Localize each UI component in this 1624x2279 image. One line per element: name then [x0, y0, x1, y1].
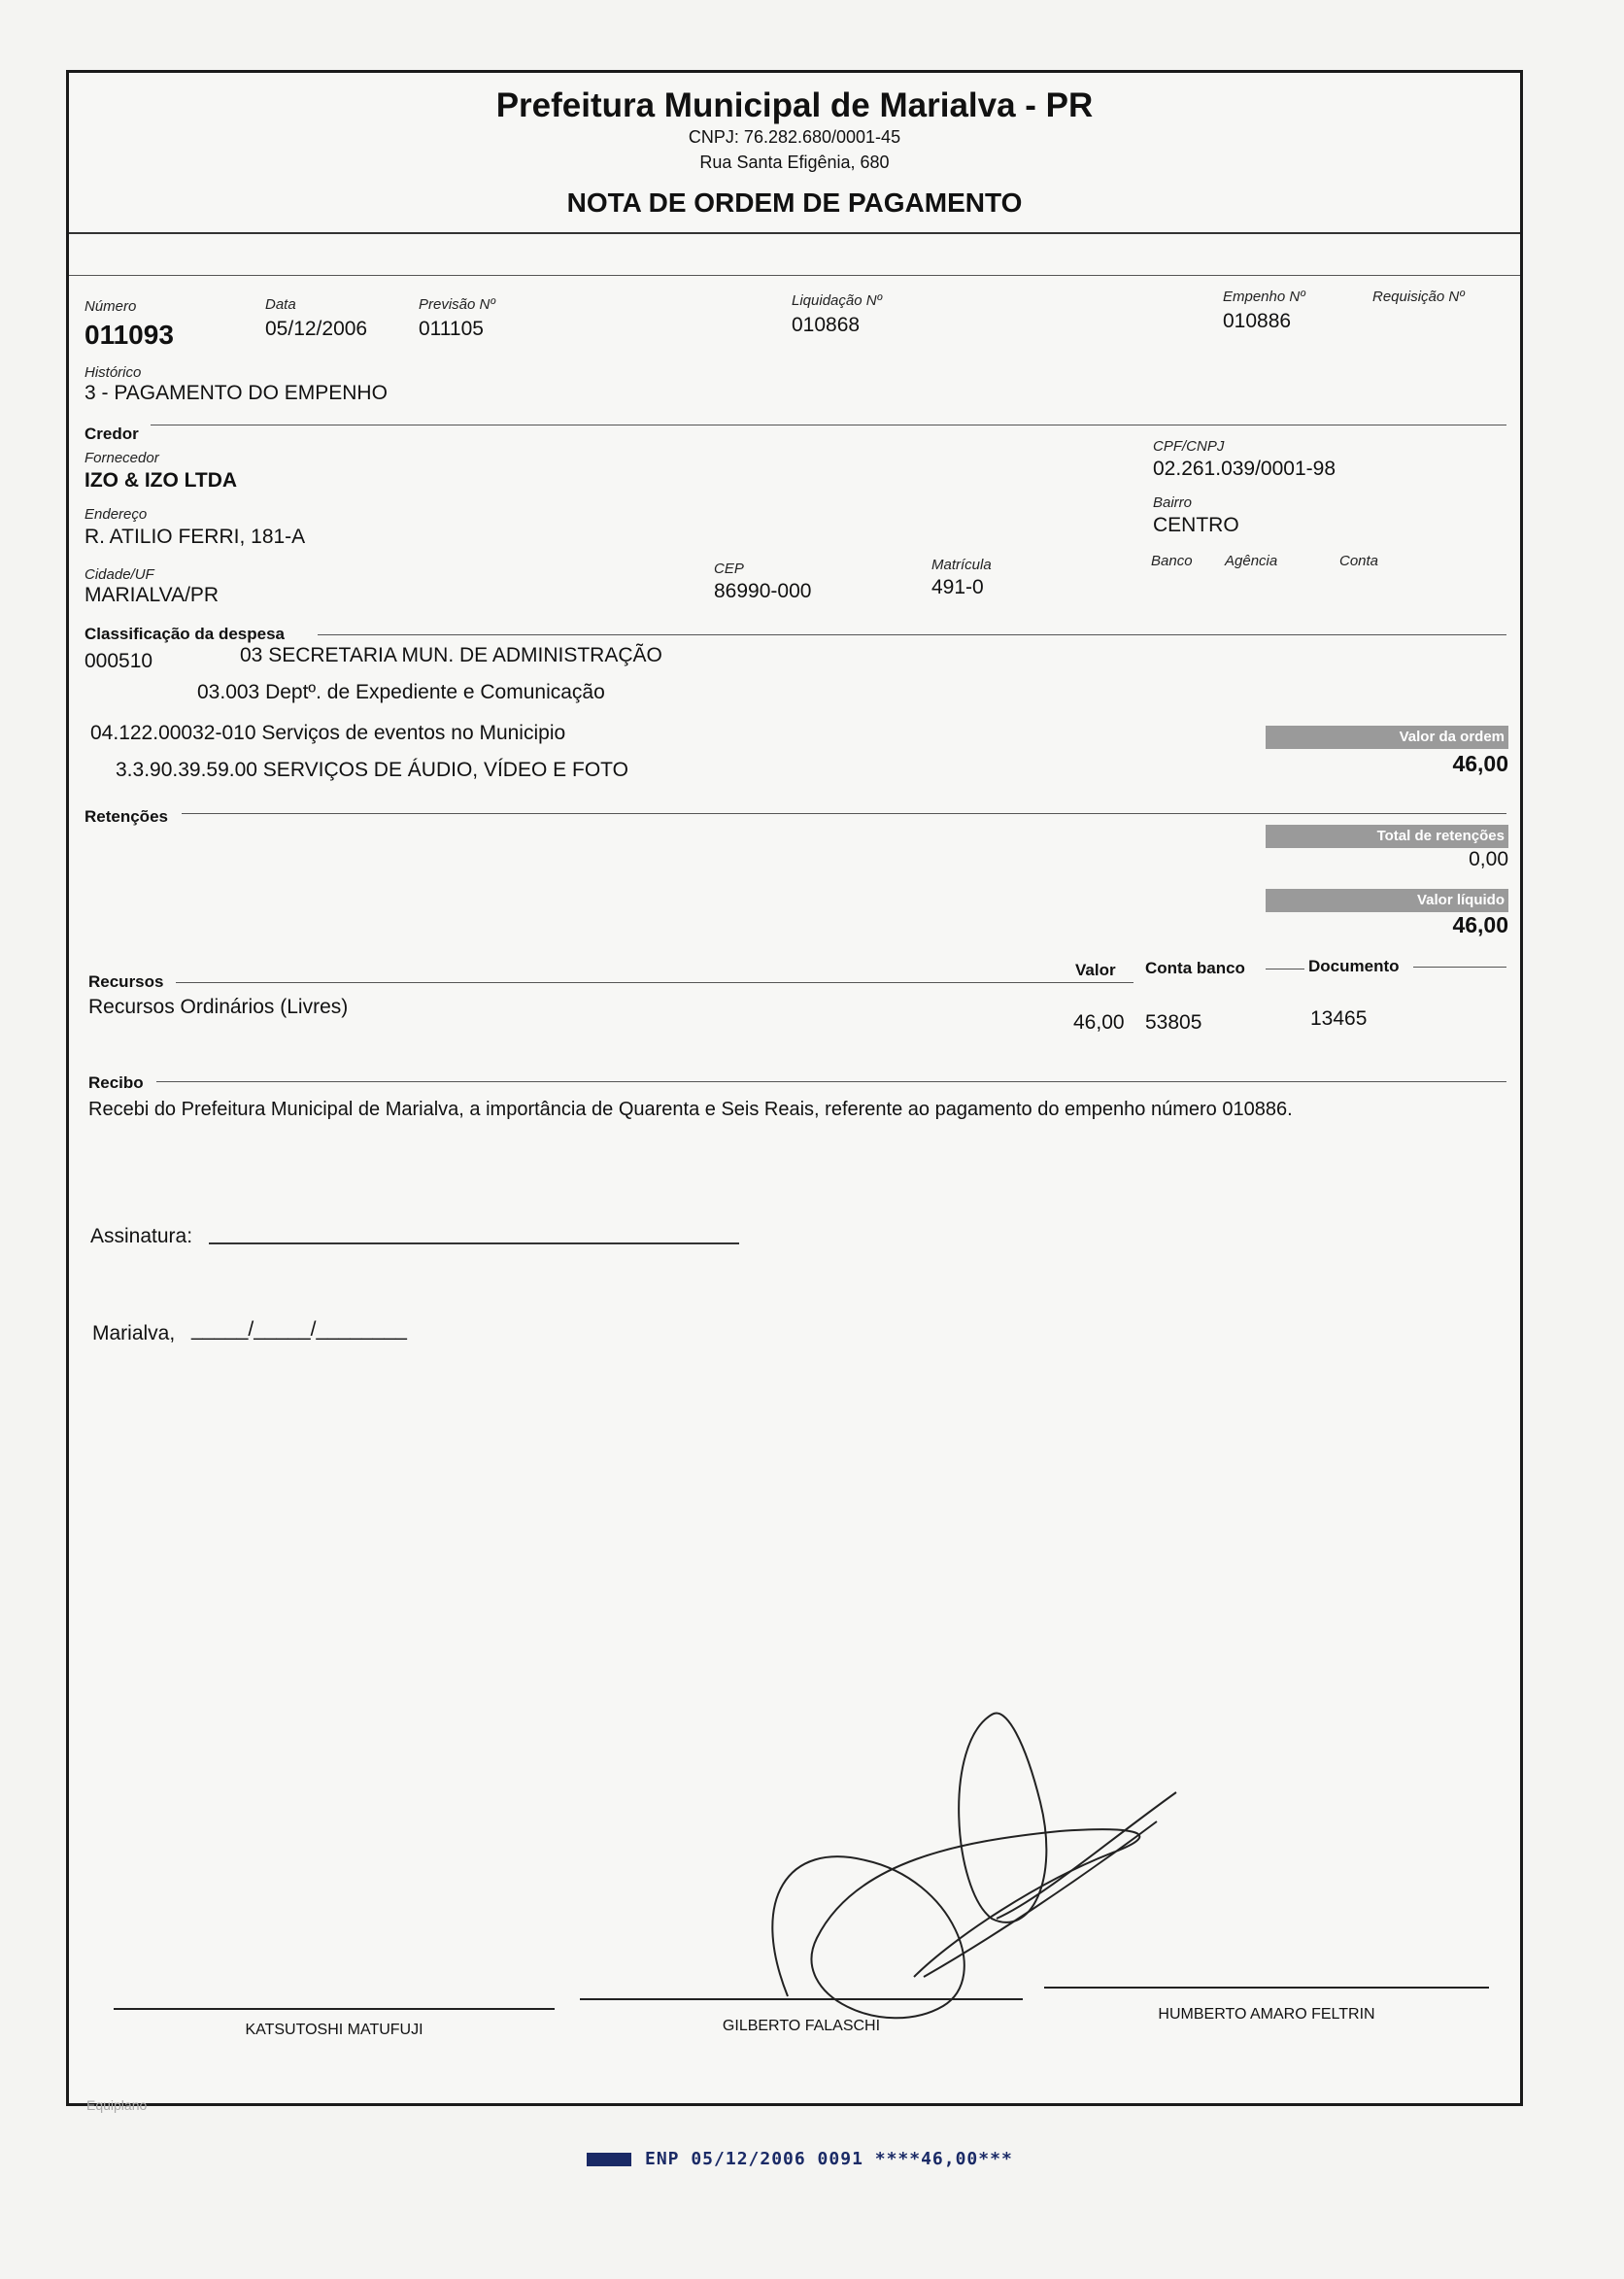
- recibo-section-title: Recibo: [88, 1073, 144, 1092]
- classificacao-code: 000510: [85, 650, 153, 672]
- agencia-label: Agência: [1225, 553, 1278, 569]
- bairro-value: CENTRO: [1153, 514, 1239, 536]
- document-frame: [66, 70, 1523, 2113]
- recursos-documento-label: Documento: [1308, 957, 1400, 975]
- header-divider: [69, 232, 1520, 234]
- endereco-value: R. ATILIO FERRI, 181-A: [85, 526, 306, 548]
- conta-label: Conta: [1339, 553, 1379, 569]
- cpf-value: 02.261.039/0001-98: [1153, 458, 1336, 480]
- assinatura-label: Assinatura:: [90, 1225, 193, 1247]
- numero-label: Número: [85, 298, 137, 315]
- document-title: NOTA DE ORDEM DE PAGAMENTO: [566, 187, 1023, 218]
- stamp-text: ENP 05/12/2006 0091 ****46,00***: [645, 2149, 1013, 2169]
- valor-ordem-value: 46,00: [1452, 751, 1508, 776]
- matricula-label: Matrícula: [931, 557, 992, 573]
- previsao-label: Previsão Nº: [419, 296, 495, 313]
- signatory-3: HUMBERTO AMARO FELTRIN: [1158, 2006, 1375, 2023]
- classificacao-line-1: 03 SECRETARIA MUN. DE ADMINISTRAÇÃO: [240, 644, 662, 666]
- date-blank: _____/_____/________: [191, 1318, 407, 1341]
- recursos-item: Recursos Ordinários (Livres): [88, 996, 349, 1018]
- valor-liquido-value: 46,00: [1452, 912, 1508, 937]
- matricula-value: 491-0: [931, 576, 984, 598]
- empenho-value: 010886: [1223, 310, 1292, 332]
- address-text: Rua Santa Efigênia, 680: [699, 153, 890, 172]
- divider: [176, 982, 1133, 983]
- classificacao-line-3: 04.122.00032-010 Serviços de eventos no Municipio: [90, 722, 566, 744]
- numero-value: 011093: [85, 320, 174, 350]
- banco-label: Banco: [1151, 553, 1193, 569]
- signature-line: [580, 1998, 1023, 2000]
- previsao-value: 011105: [419, 318, 484, 340]
- signatory-1: KATSUTOSHI MATUFUJI: [245, 2022, 423, 2038]
- recursos-conta: 53805: [1145, 1011, 1202, 1034]
- recursos-documento: 13465: [1310, 1007, 1368, 1030]
- local-label: Marialva,: [92, 1322, 176, 1344]
- divider: [182, 813, 1506, 814]
- fornecedor-value: IZO & IZO LTDA: [85, 469, 238, 492]
- total-retencoes-label: Total de retenções: [1266, 825, 1508, 848]
- classificacao-section-title: Classificação da despesa: [85, 625, 286, 643]
- recursos-valor-label: Valor: [1075, 961, 1116, 979]
- recursos-conta-label: Conta banco: [1145, 959, 1245, 977]
- valor-liquido-label: Valor líquido: [1266, 889, 1508, 912]
- signatory-2: GILBERTO FALASCHI: [722, 2018, 881, 2034]
- equiplano-watermark: Equiplano: [86, 2097, 148, 2113]
- payment-stamp: [587, 2149, 1013, 2169]
- endereco-label: Endereço: [85, 506, 148, 523]
- cep-value: 86990-000: [714, 580, 812, 602]
- empenho-label: Empenho Nº: [1223, 289, 1305, 305]
- recibo-text: Recebi do Prefeitura Municipal de Marialva, a importância de Quarenta e Seis Reais, referente ao pagamento do empenho número 010886.: [88, 1099, 1293, 1120]
- recursos-valor: 46,00: [1073, 1011, 1125, 1034]
- historico-value: 3 - PAGAMENTO DO EMPENHO: [85, 382, 388, 404]
- cnpj-text: CNPJ: 76.282.680/0001-45: [688, 127, 901, 147]
- cidade-value: MARIALVA/PR: [85, 584, 220, 606]
- stamp-logo-icon: [587, 2153, 631, 2166]
- data-value: 05/12/2006: [265, 318, 368, 340]
- liquidacao-label: Liquidação Nº: [792, 292, 883, 309]
- classificacao-line-2: 03.003 Deptº. de Expediente e Comunicação: [197, 681, 605, 703]
- recursos-section-title: Recursos: [88, 972, 164, 991]
- credor-section-title: Credor: [85, 425, 139, 443]
- signature-line: [114, 2008, 555, 2010]
- valor-ordem-label: Valor da ordem: [1266, 726, 1508, 749]
- divider: [156, 1081, 1506, 1082]
- data-label: Data: [265, 296, 296, 313]
- classificacao-line-4: 3.3.90.39.59.00 SERVIÇOS DE ÁUDIO, VÍDEO E FOTO: [116, 759, 628, 781]
- bairro-label: Bairro: [1153, 494, 1193, 511]
- liquidacao-value: 010868: [792, 314, 861, 336]
- assinatura-line: [209, 1242, 739, 1244]
- retencoes-section-title: Retenções: [85, 807, 168, 826]
- cidade-label: Cidade/UF: [85, 566, 154, 583]
- page-title: Prefeitura Municipal de Marialva - PR: [495, 86, 1094, 124]
- divider: [318, 634, 1506, 635]
- divider: [1413, 967, 1506, 968]
- requisicao-label: Requisição Nº: [1372, 289, 1465, 305]
- historico-label: Histórico: [85, 364, 142, 381]
- cpf-label: CPF/CNPJ: [1153, 438, 1225, 455]
- signature-line: [1044, 1987, 1489, 1989]
- total-retencoes-value: 0,00: [1469, 848, 1508, 870]
- cep-label: CEP: [714, 561, 744, 577]
- divider: [69, 275, 1520, 276]
- fornecedor-label: Fornecedor: [85, 450, 159, 466]
